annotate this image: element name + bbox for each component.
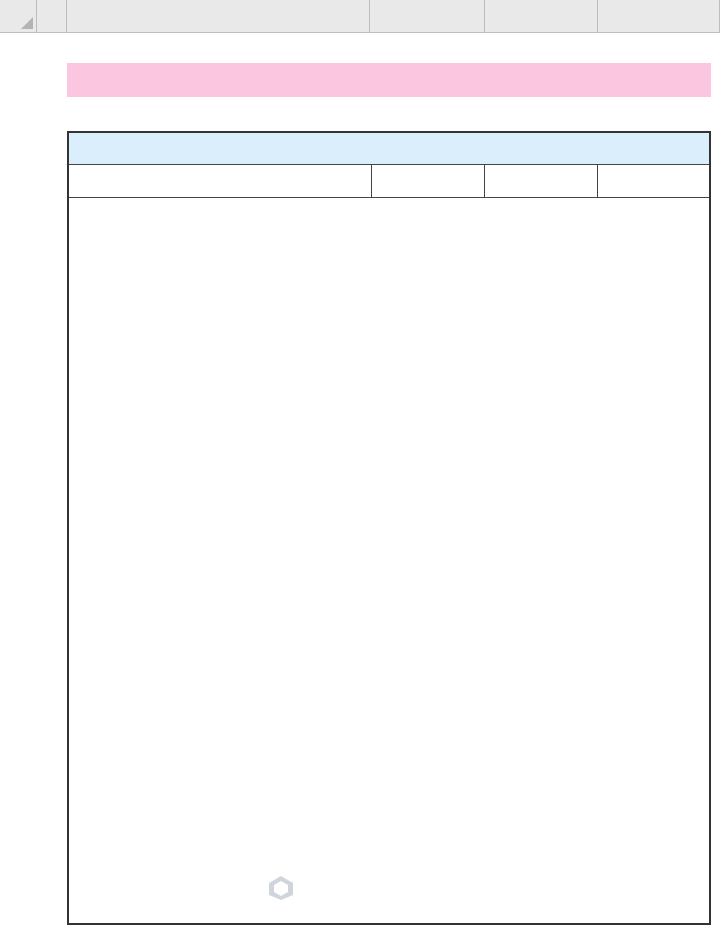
page-title bbox=[67, 63, 711, 97]
column-header-c[interactable] bbox=[370, 0, 485, 33]
year-row bbox=[69, 165, 709, 198]
column-header-b[interactable] bbox=[67, 0, 370, 33]
income-statement-table bbox=[67, 131, 711, 925]
column-header-e[interactable] bbox=[598, 0, 720, 33]
column-header-a[interactable] bbox=[37, 0, 67, 33]
table-header[interactable] bbox=[69, 133, 709, 164]
year-2023[interactable] bbox=[485, 165, 598, 197]
year-2022[interactable] bbox=[372, 165, 485, 197]
select-all-corner[interactable] bbox=[0, 0, 37, 33]
year-label[interactable] bbox=[69, 165, 372, 197]
column-header-d[interactable] bbox=[485, 0, 598, 33]
year-2024[interactable] bbox=[598, 165, 709, 197]
table-header-row bbox=[69, 133, 709, 165]
